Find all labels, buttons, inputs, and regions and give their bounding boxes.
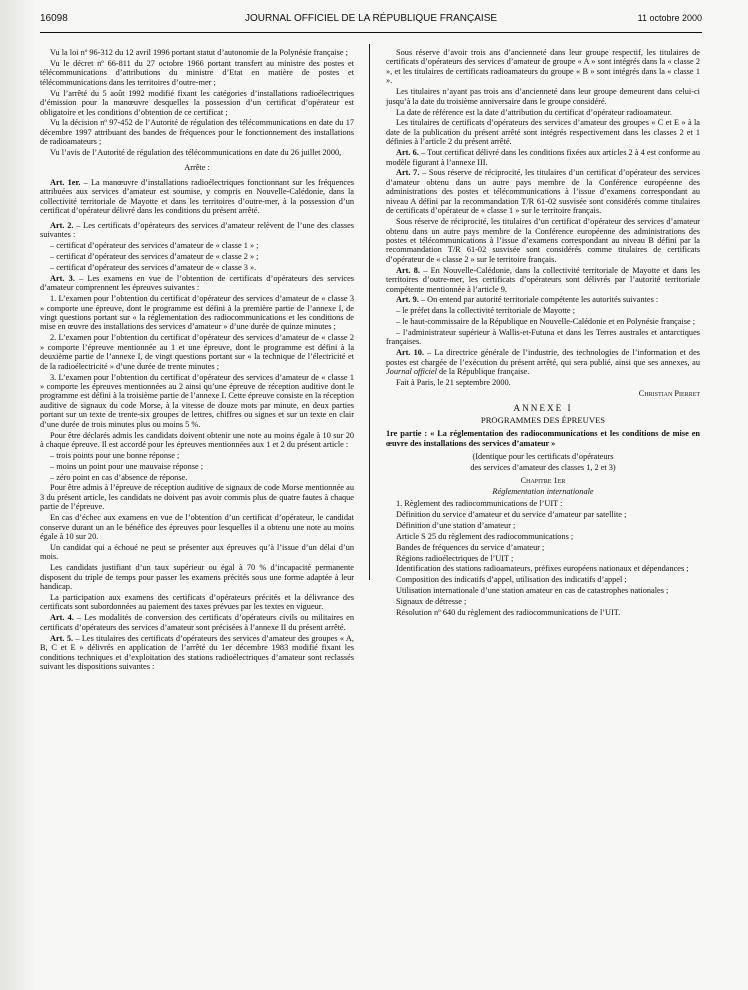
- left-column: [40, 48, 354, 980]
- list-item: Définition du service d’amateur et du service d’amateur par satellite ;: [396, 510, 627, 520]
- article-label: Art. 3.: [50, 273, 75, 283]
- list-item: 1. Règlement des radiocommunications de l’UIT :: [396, 499, 563, 509]
- paragraph: Un candidat qui a échoué ne peut se présenter aux épreuves qu’à l’issue d’un délai d’un mois.: [40, 542, 354, 562]
- list-item: Signaux de détresse ;: [396, 596, 467, 606]
- journal-title: JOURNAL OFFICIEL DE LA RÉPUBLIQUE FRANÇAISE: [244, 13, 498, 24]
- list-item: Définition d’une station d’amateur ;: [396, 521, 516, 531]
- visa-2: Vu le décret nº 66-811 du 27 octobre 1966 portant transfert au ministre des postes et télécommunications d’attributions du ministre d’Etat en matière de postes et télécommunications dans les territoires d’outre-mer ;: [40, 58, 354, 87]
- paragraph: Les titulaires de certificats d’opérateurs des services d’amateur des groupes « C et E » à la date de la publication du présent arrêté sont intégrés respectivement dans les classes 2 et 1 définies à l’article 2 du présent arrêté.: [386, 118, 700, 147]
- part-1-heading: 1re partie : « La réglementation des radiocommunications et les conditions de mise en œuvre des installations des services d’amateur »: [386, 429, 700, 448]
- paragraph: Sous réserve d’avoir trois ans d’ancienneté dans leur groupe respectif, les titulaires de certificats d’opérateurs des services d’amateur de groupe « A » sont intégrés dans la « classe 2 », et les titulaires de certificats radioamateurs du groupe « B » sont intégrés dans la « classe 1 ».: [386, 48, 700, 86]
- paragraph: Pour être déclarés admis les candidats doivent obtenir une note au moins égale à 10 sur 20 à chaque épreuve. Il est accordé pour les épreuves mentionnées aux 1 et 2 du présent article :: [40, 430, 354, 450]
- annex-title: ANNEXE I: [513, 403, 573, 414]
- list-item: – moins un point pour une mauvaise réponse ;: [50, 461, 204, 471]
- paragraph: 2. L’examen pour l’obtention du certificat d’opérateur des services d’amateur de « classe 2 » comporte l’épreuve mentionnée au 1 et une épreuve, dont le programme est défini à la deuxième partie de l’annexe I, de vingt questions portant sur « la technique de l’électricité et de la radioélectricité » d’une durée de trente minutes ;: [40, 333, 354, 371]
- visa-1: Vu la loi nº 96-312 du 12 avril 1996 portant statut d’autonomie de la Polynésie française ;: [50, 48, 348, 57]
- paragraph: Sous réserve de réciprocité, les titulaires d’un certificat d’opérateur des services d’amateur obtenu dans un autre pays membre de la Conférence européenne des administrations des postes et télécommunications à l’issue d’examens correspondant au niveau B défini par la recommandation T/R 61-02 susvisée sont considérés comme titulaires de certificats d’opérateur de « classe 2 » sur le territoire français.: [386, 217, 700, 264]
- visa-3: Vu l’arrêté du 5 août 1992 modifié fixant les catégories d’installations radioélectriques d’émission pour la manœuvre desquelles la possession d’un certificat d’opérateur est obligatoire et les conditions d’obtention de ce certificat ;: [40, 88, 354, 117]
- paragraph: En cas d’échec aux examens en vue de l’obtention d’un certificat d’opérateur, le candidat conserve durant un an le bénéfice des épreuves pour lesquelles il a obtenu une note au moins égale à 10 sur 20.: [40, 513, 354, 542]
- article-1: Art. 1er. – La manœuvre d’installations radioélectriques fonctionnant sur les fréquences attribuées aux services d’amateur est soumise, y compris en Nouvelle-Calédonie, dans la collectivité territoriale de Mayotte et dans les territoires d’outre-mer, à la possession d’un certificat d’opérateur délivré dans les conditions du présent arrêté.: [40, 177, 354, 216]
- paragraph: La participation aux examens des certificats d’opérateurs précités et la délivrance des certificats sont subordonnées au paiement des taxes prévues par les textes en vigueur.: [40, 593, 354, 612]
- list-item: – certificat d’opérateur des services d’amateur de « classe 3 ».: [50, 262, 257, 272]
- visa-5: Vu l’avis de l’Autorité de régulation des télécommunications en date du 26 juillet 2000,: [50, 148, 342, 158]
- list-item: Composition des indicatifs d’appel, utilisation des indicatifs d’appel ;: [396, 575, 627, 585]
- article-6: Art. 6. – Tout certificat délivré dans les conditions fixées aux articles 2 à 4 est conforme au modèle figurant à l’annexe III.: [386, 148, 700, 167]
- list-item: Utilisation internationale d’une station amateur en cas de catastrophes nationales ;: [396, 586, 669, 596]
- paragraph: 3. L’examen pour l’obtention du certificat d’opérateur des services d’amateur de « classe 1 » comporte les épreuves mentionnées au 2 ainsi qu’une épreuve de réception auditive dont le programme est défini à la troisième partie de l’annexe I. Cette épreuve consiste en la réception auditive de signaux du code Morse, à la vitesse de douze mots par minute, en deux parties portant sur un texte de trente-six groupes de lettres, chiffres ou signes et sur un texte en clair d’une durée de trois minutes plus ou moins 5 %.: [40, 372, 354, 429]
- list-item: – zéro point en cas d’absence de réponse.: [50, 472, 188, 482]
- signature-place-date: Fait à Paris, le 21 septembre 2000.: [396, 378, 511, 388]
- article-label: Art. 1er.: [50, 177, 81, 187]
- paragraph: 1. L’examen pour l’obtention du certificat d’opérateur des services d’amateur de « classe 3 » comporte une épreuve, dont le programme est défini à la première partie de l’annexe I, de vingt questions portant sur « la réglementation des radiocommunications et les conditions de mise en œuvre des installations des services d’amateur » d’une durée de quinze minutes ;: [40, 294, 354, 332]
- article-label: Art. 9.: [396, 295, 419, 305]
- paragraph: Pour être admis à l’épreuve de réception auditive de signaux de code Morse mentionnée au 3 du présent article, les candidats ne doivent pas avoir commis plus de quatre fautes à chaque partie de l’épreuve.: [40, 483, 354, 512]
- identical-note-1: (Identique pour les certificats d’opérateurs: [472, 452, 614, 462]
- article-9: Art. 9. – On entend par autorité territoriale compétente les autorités suivantes :: [396, 295, 659, 305]
- list-item: – le haut-commissaire de la République en Nouvelle-Calédonie et en Polynésie française ;: [396, 317, 696, 327]
- list-item: Bandes de fréquences du service d’amateur ;: [396, 542, 545, 552]
- article-10: Art. 10. – La directrice générale de l’industrie, des technologies de l’information et des postes est chargée de l’exécution du présent arrêté, qui sera publié, ainsi que ses annexes, au Journal officiel de la République française.: [386, 348, 700, 377]
- arrete-heading: Arrête :: [184, 162, 210, 172]
- list-item: – l’administrateur supérieur à Wallis-et-Futuna et dans les Terres australes et antarctiques françaises.: [386, 327, 700, 347]
- annex-subtitle: PROGRAMMES DES ÉPREUVES: [480, 414, 606, 425]
- article-label: Art. 2.: [50, 220, 74, 230]
- chapter-heading: Chapitre 1er: [520, 476, 566, 486]
- article-5: Art. 5. – Les titulaires des certificats d’opérateurs des services d’amateur des groupes « A, B, C et E » délivrés en application de l’arrêté du 1er décembre 1983 modifié fixant les conditions techniques et d’exploitation des stations radioélectriques d’amateur sont reclassés suivant les dispositions suivantes :: [40, 633, 354, 671]
- scan-shadow: [0, 0, 36, 990]
- paragraph: Les candidats justifiant d’un taux supérieur ou égal à 70 % d’incapacité permanente disposent du triple de temps pour passer les examens précités sous une forme adaptée à leur handicap.: [40, 563, 354, 592]
- page-header: [40, 10, 702, 33]
- list-item: – certificat d’opérateur des services d’amateur de « classe 1 » ;: [50, 241, 259, 251]
- article-label: Art. 8.: [396, 265, 420, 275]
- article-label: Art. 6.: [396, 148, 419, 158]
- column-divider: [369, 44, 370, 580]
- issue-date: 11 octobre 2000: [637, 13, 702, 23]
- identical-note-2: des services d’amateur des classes 1, 2 et 3): [470, 462, 616, 472]
- article-8: Art. 8. – En Nouvelle-Calédonie, dans la collectivité territoriale de Mayotte et dans les territoires d’outre-mer, les certificats d’opérateurs sont délivrés par l’autorité territoriale compétente mentionnée à l’article 9.: [386, 265, 700, 294]
- article-label: Art. 5.: [50, 633, 74, 643]
- article-label: Art. 7.: [396, 168, 420, 178]
- signatory-name: Christian Pierret: [638, 388, 700, 398]
- article-2: Art. 2. – Les certificats d’opérateurs des services d’amateur relèvent de l’une des classes suivantes :: [40, 220, 354, 240]
- list-item: – trois points pour une bonne réponse ;: [50, 450, 180, 460]
- list-item: – certificat d’opérateur des services d’amateur de « classe 2 » ;: [50, 252, 259, 262]
- article-4: Art. 4. – Les modalités de conversion des certificats d’opérateurs civils ou militaires en certificats d’opérateurs des services d’amateur sont précisées à l’annexe II du présent arrêté.: [40, 613, 354, 632]
- list-item: Résolution nº 640 du règlement des radiocommunications de l’UIT.: [396, 607, 621, 617]
- list-item: Identification des stations radioamateurs, préfixes européens nationaux et dépendances ;: [396, 564, 689, 574]
- visa-4: Vu la décision nº 97-452 de l’Autorité de régulation des télécommunications en date du 17 décembre 1997 attribuant des bandes de fréquences pour le fonctionnement des installations de radioamateurs ;: [40, 118, 354, 147]
- article-label: Art. 4.: [50, 613, 74, 623]
- list-item: – le préfet dans la collectivité territoriale de Mayotte ;: [396, 306, 575, 316]
- paragraph: La date de référence est la date d’attribution du certificat d’opérateur radioamateur.: [396, 107, 672, 117]
- paragraph: Les titulaires n’ayant pas trois ans d’ancienneté dans leur groupe demeurent dans celui-ci jusqu’à la date du troisième anniversaire dans le groupe considéré.: [386, 87, 700, 106]
- article-label: Art. 10.: [396, 348, 425, 358]
- list-item: Article S 25 du règlement des radiocommunications ;: [396, 531, 574, 541]
- page-number: 16098: [40, 13, 68, 24]
- article-7: Art. 7. – Sous réserve de réciprocité, les titulaires d’un certificat d’opérateur des services d’amateur obtenu dans un autre pays membre de la Conférence européenne des administrations des postes et télécommunications à l’issue d’examens correspondant au niveau A défini par la recommandation T/R 61-02 susvisée sont considérés comme titulaires de certificats d’opérateur de « classe 1 » sur le territoire français.: [386, 168, 700, 216]
- list-item: Régions radioélectriques de l’UIT ;: [396, 553, 514, 563]
- right-column: [386, 48, 700, 980]
- article-3: Art. 3. – Les examens en vue de l’obtention de certificats d’opérateurs des services d’amateur comprennent les épreuves suivantes :: [40, 273, 354, 293]
- section-heading: Réglementation internationale: [492, 486, 594, 496]
